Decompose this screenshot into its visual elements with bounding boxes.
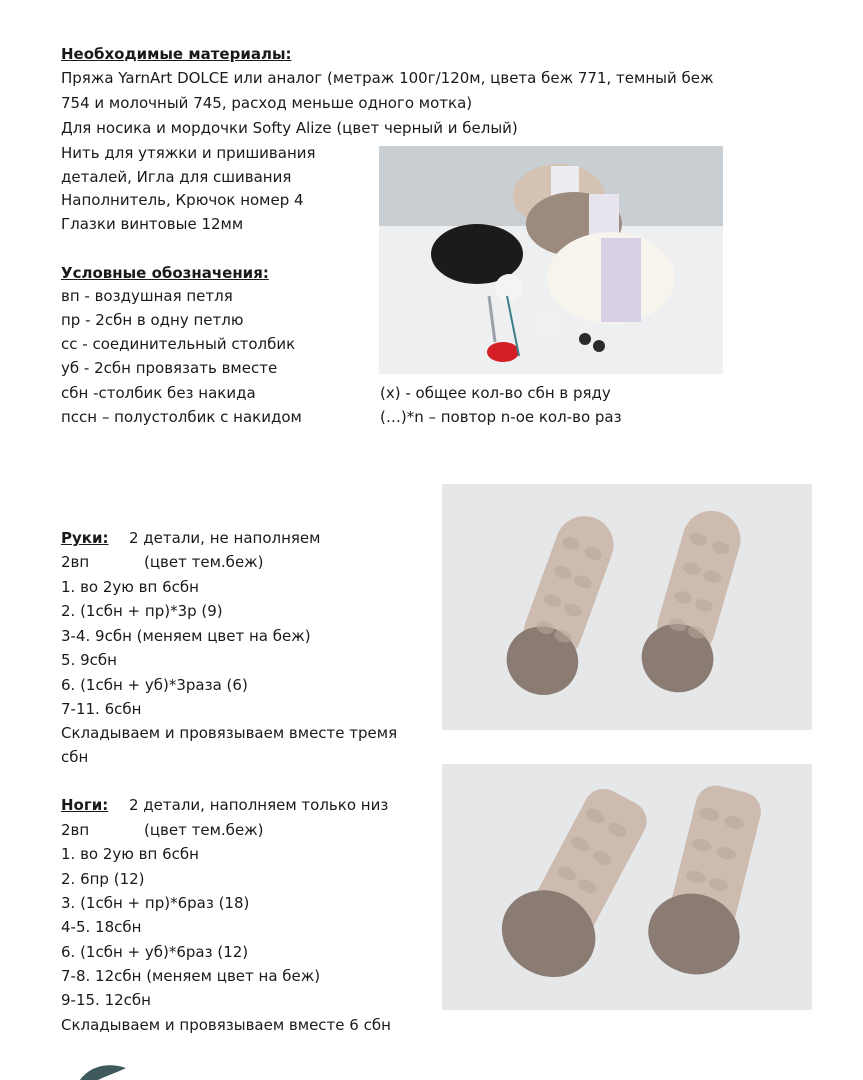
arms-row: 6. (1сбн + уб)*3раза (6) [61, 676, 248, 694]
materials-line: Глазки винтовые 12мм [61, 215, 244, 233]
decorative-leaf-icon [78, 1062, 138, 1080]
legs-photo [442, 764, 812, 1010]
legs-heading: Ноги: [61, 796, 109, 814]
legs-row: Складываем и провязываем вместе 6 сбн [61, 1016, 391, 1034]
legend-heading: Условные обозначения: [61, 264, 269, 282]
legs-row: 3. (1сбн + пр)*6раз (18) [61, 894, 250, 912]
arms-photo [442, 484, 812, 730]
arms-row: 7-11. 6сбн [61, 700, 142, 718]
materials-line: 754 и молочный 745, расход меньше одного мотка) [61, 94, 473, 112]
arms-row: Складываем и провязываем вместе тремя [61, 724, 398, 742]
materials-line: Пряжа YarnArt DOLCE или аналог (метраж 100г/120м, цвета беж 771, темный беж [61, 69, 714, 87]
arms-row: сбн [61, 748, 89, 766]
legend-note: (х) - общее кол-во сбн в ряду [380, 384, 611, 402]
scissors [487, 342, 519, 362]
materials-line: деталей, Игла для сшивания [61, 168, 292, 186]
materials-heading: Необходимые материалы: [61, 45, 292, 63]
legs-row: 6. (1сбн + уб)*6раз (12) [61, 943, 249, 961]
legs-row: 7-8. 12сбн (меняем цвет на беж) [61, 967, 321, 985]
legs-subtitle: 2 детали, наполняем только низ [129, 796, 389, 814]
legend-item: пссн – полустолбик с накидом [61, 408, 302, 426]
materials-photo [379, 146, 723, 374]
arms-row: 3-4. 9сбн (меняем цвет на беж) [61, 627, 311, 645]
materials-line: Нить для утяжки и пришивания [61, 144, 316, 162]
legs-row: 2. 6пр (12) [61, 870, 145, 888]
legend-item: сс - соединительный столбик [61, 335, 296, 353]
legs-row: 1. во 2ую вп 6сбн [61, 845, 199, 863]
legs-start: 2вп [61, 821, 90, 839]
materials-line: Для носика и мордочки Softy Alize (цвет черный и белый) [61, 119, 518, 137]
arms-subtitle: 2 детали, не наполняем [129, 529, 321, 547]
arms-row: 1. во 2ую вп 6сбн [61, 578, 199, 596]
legs-row: 4-5. 18сбн [61, 918, 142, 936]
arms-color-note: (цвет тем.беж) [144, 553, 264, 571]
arms-row: 5. 9сбн [61, 651, 117, 669]
legend-item: вп - воздушная петля [61, 287, 233, 305]
legs-row: 9-15. 12сбн [61, 991, 151, 1009]
legend-note: (…)*n – повтор n-ое кол-во раз [380, 408, 622, 426]
arms-row: 2. (1сбн + пр)*3р (9) [61, 602, 223, 620]
legend-item: уб - 2сбн провязать вместе [61, 359, 278, 377]
legend-item: сбн -столбик без накида [61, 384, 256, 402]
materials-line: Наполнитель, Крючок номер 4 [61, 191, 304, 209]
legs-color-note: (цвет тем.беж) [144, 821, 264, 839]
legend-item: пр - 2сбн в одну петлю [61, 311, 244, 329]
arms-start: 2вп [61, 553, 90, 571]
arms-heading: Руки: [61, 529, 109, 547]
